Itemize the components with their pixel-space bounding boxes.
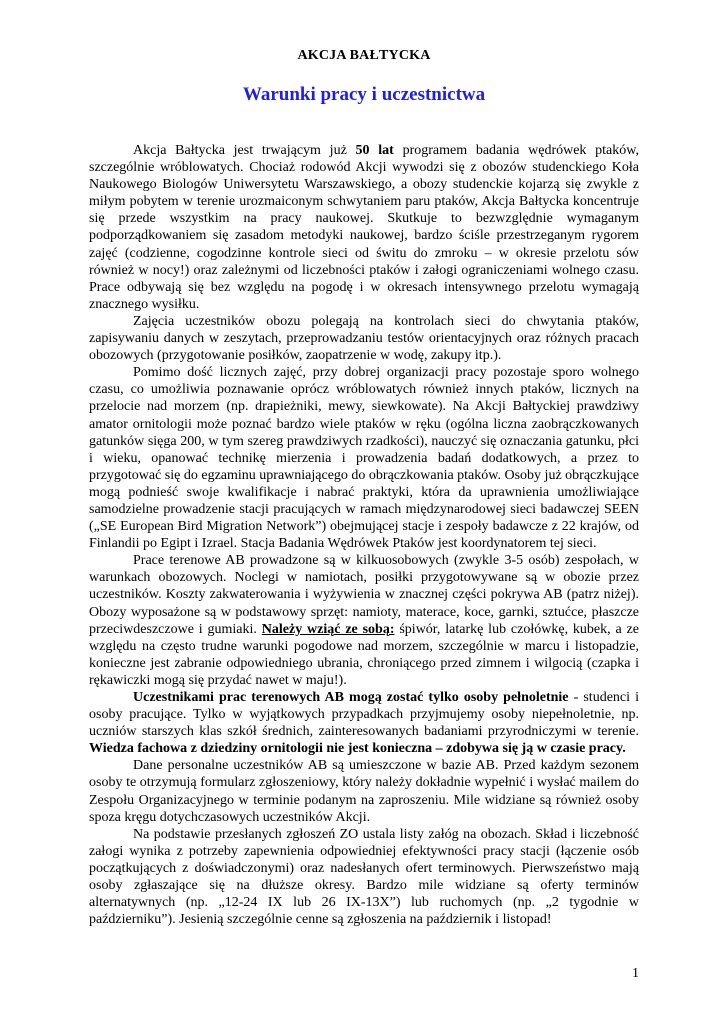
paragraph-intro	[89, 142, 639, 313]
paragraph-participants	[89, 689, 639, 757]
bring-with-you-label: Należy wziąć ze sobą:	[261, 621, 395, 637]
participants-requirement: Uczestnikami prac terenowych AB mogą zostać tylko osoby pełnoletnie	[133, 690, 569, 705]
paragraph-personal-data: Dane personalne uczestników AB są umieszczone w bazie AB. Przed każdym sezonem osoby te otrzymują formularz zgłoszeniowy, który należy dokładnie wypełnić i wysłać mailem do Zespołu Organizacyjnego w terminie podanym na zaproszeniu. Mile widziane są również osoby spoza kręgu dotychczasowych uczestników Akcji.	[89, 758, 639, 825]
paragraph-activities: Zajęcia uczestników obozu polegają na kontrolach sieci do chwytania ptaków, zapisywaniu danych w zeszytach, przeprowadzaniu testów orientacyjnych oraz różnych pracach obozowych (przygotowanie posiłków, zaopatrzenie w wodę, zakupy itp.).	[89, 313, 639, 364]
paragraph-field-work	[89, 552, 639, 689]
paragraph-crew-lists: Na podstawie przesłanych zgłoszeń ZO ustala listy załóg na obozach. Skład i liczebność załogi wynika z potrzeby zapewnienia odpowiedniej efektywności pracy stacji (łączenie osób początkujących z doświadczonymi) oraz nadesłanych ofert terminowych. Pierwszeństwo mają osoby zgłaszające się na dłuższe okresy. Bardzo mile widziane są oferty terminów alternatywnych (np. „12-24 IX lub 26 IX-13X”) lub ruchomych (np. „2 tygodnie w październiku”). Jesienią szczególnie cenne są zgłoszenia na październik i listopad!	[89, 826, 639, 928]
paragraph-participants-text-b: - studenci i osoby pracujące. Tylko w wyjątkowych przypadkach przyjmujemy osoby niepełnoletnie, np. uczniów starszych klas szkół średnich, zainteresowanych badaniami przyrodniczymi w terenie.	[89, 690, 639, 740]
document-body	[89, 142, 639, 928]
page-number: 1	[632, 966, 639, 981]
paragraph-field-work-text-a: Prace terenowe AB prowadzone są w kilkuosobowych (zwykle 3-5 osób) zespołach, w warunkach obozowych. Noclegi w namiotach, posiłki przygotowywane są w obozie przez uczestników. Koszty zakwaterowania i wyżywienia w znacznej części pokrywa AB (patrz niżej). Obozy wyposażone są w podstawowy sprzęt: namioty, materace, koce, garnki, sztućce, płaszcze przeciwdeszczowe i gumiaki.	[89, 553, 639, 637]
paragraph-field-work-text-c: śpiwór, latarkę lub czołówkę, kubek, a ze względu na często trudne warunki pogodowe nad morzem, szczególnie w marcu i listopadzie, konieczne jest zabranie odpowiedniego ubrania, chroniącego przed zimnem i wilgocią (czapka i rękawiczki mogą się przydać nawet w maju!).	[89, 621, 639, 688]
paragraph-intro-text-a: Akcja Bałtycka jest trwającym już	[133, 143, 356, 158]
paragraph-free-time: Pomimo dość licznych zajęć, przy dobrej organizacji pracy pozostaje sporo wolnego czasu, co umożliwia poznawanie oprócz wróblowatych również innych ptaków, licznych na przelocie nad morzem (np. drapieżniki, mewy, siewkowate). Na Akcji Bałtyckiej prawdziwy amator ornitologii może poznać bardzo wiele ptaków w ręku (ogólna liczna zaobrączkowanych gatunków sięga 200, w tym szereg prawdziwych rzadkości), nauczyć się oznaczania gatunku, płci i wieku, opanować technikę mierzenia i prowadzenia badań dodatkowych, a przez to przygotować się do egzaminu uprawniającego do obrączkowania ptaków. Osoby już obrączkujące mogą podnieść swoje kwalifikacje i nabrać praktyki, która da uprawnienia umożliwiające samodzielne prowadzenie stacji pracujących w ramach międzynarodowej sieci badawczej SEEN („SE European Bird Migration Network”) obejmującej stacje i zespoły badawcze z 22 krajów, od Finlandii po Egipt i Izrael. Stacja Badania Wędrówek Ptaków jest koordynatorem tej sieci.	[89, 365, 639, 552]
years-highlight: 50 lat	[355, 143, 394, 158]
paragraph-intro-text-c: programem badania wędrówek ptaków, szczególnie wróblowatych. Chociaż rodowód Akcji wywodzi się z obozów studenckiego Koła Naukowego Biologów Uniwersytetu Warszawskiego, a obozy studenckie kojarzą się zwykle z miłym pobytem w terenie urozmaiconym schwytaniem paru ptaków, Akcja Bałtycka koncentruje się przede wszystkim na pracy naukowej. Skutkuje to bezwzględnie wymaganym podporządkowaniem się zasadom metodyki naukowej, bardzo ściśle przestrzeganym rygorem zajęć (codzienne, cogodzinne kontrole sieci od świtu do zmroku – w okresie przelotu sów również w nocy!) oraz zależnymi od liczebności ptaków i załogi ograniczeniami wolnego czasu. Prace odbywają się bez względu na pogodę i w okresach intensywnego przelotu wymagają znacznego wysiłku.	[89, 143, 639, 312]
page-title: Warunki pracy i uczestnictwa	[242, 84, 486, 105]
document-header: AKCJA BAŁTYCKA	[297, 48, 431, 63]
knowledge-note: Wiedza fachowa z dziedziny ornitologii nie jest konieczna – zdobywa się ją w czasie pracy.	[89, 741, 626, 757]
